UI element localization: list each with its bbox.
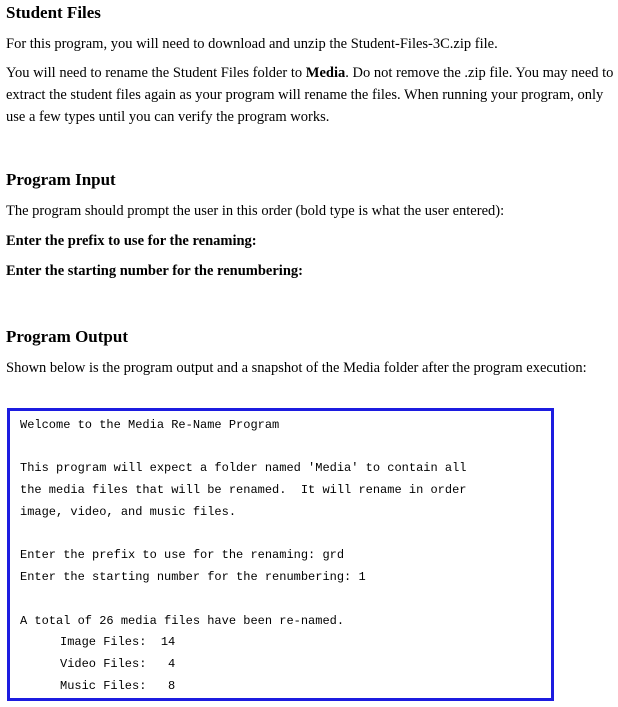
console-line-starting-number: Enter the starting number for the renumbering: 1 (20, 570, 366, 584)
instructions-text-end: . Do not remove the .zip file. You may need to extract the student files again as your program will rename the files. When running your program, only use a few types until you can verify the program works. (6, 65, 614, 125)
console-line-video-files: Video Files: 4 (60, 657, 176, 671)
prefix-prompt: Enter the prefix to use for the renaming: (6, 233, 257, 249)
console-line-image-files: Image Files: 14 (60, 635, 176, 649)
console-line-welcome: Welcome to the Media Re-Name Program (20, 418, 280, 432)
console-line-prefix: Enter the prefix to use for the renaming: grd (20, 548, 345, 562)
student-files-heading: Student Files (6, 3, 101, 22)
console-output-box (7, 408, 554, 701)
program-output-heading: Program Output (6, 327, 128, 346)
program-input-heading: Program Input (6, 170, 116, 189)
console-line-types: image, video, and music files. (20, 505, 237, 519)
starting-number-prompt: Enter the starting number for the renumbering: (6, 263, 303, 279)
media-folder-name: Media (305, 65, 346, 81)
program-output-description: Shown below is the program output and a snapshot of the Media folder after the program execution: (6, 360, 587, 376)
console-line-expect: This program will expect a folder named 'Media' to contain all (20, 461, 467, 475)
program-input-description: The program should prompt the user in this order (bold type is what the user entered): (6, 203, 505, 219)
console-line-rename: the media files that will be renamed. It will rename in order (20, 483, 467, 497)
student-files-instructions (6, 62, 614, 128)
student-files-intro: For this program, you will need to download and unzip the Student-Files-3C.zip file. (6, 36, 498, 52)
console-line-music-files: Music Files: 8 (60, 679, 176, 693)
console-line-total: A total of 26 media files have been re-named. (20, 614, 345, 628)
instructions-text-start: You will need to rename the Student Files folder to (6, 65, 306, 81)
